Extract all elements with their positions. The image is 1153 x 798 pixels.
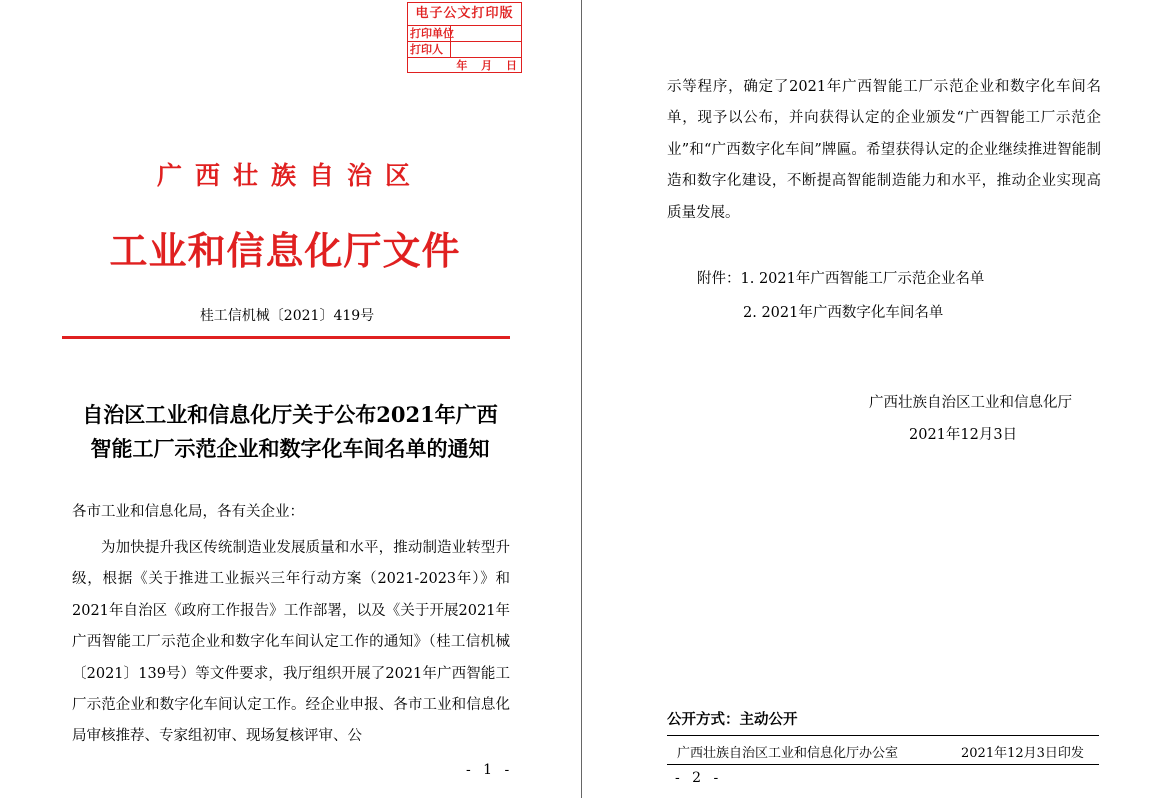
attachments bbox=[697, 262, 984, 330]
stamp-print-unit bbox=[408, 26, 521, 42]
issuer-document-header: 工业和信息化厅文件 bbox=[109, 228, 461, 273]
page-number-2: - 2 - bbox=[675, 770, 723, 786]
page-number-1: - 1 - bbox=[466, 762, 514, 778]
attachment-item-2: 2. 2021年广西数字化车间名单 bbox=[743, 305, 944, 321]
footer-rule-bottom bbox=[667, 764, 1099, 765]
page-divider bbox=[581, 0, 582, 798]
stamp-title: 电子公文打印版 bbox=[408, 3, 521, 26]
document-title bbox=[40, 398, 540, 466]
document-number: 桂工信机械〔2021〕419号 bbox=[199, 308, 375, 324]
stamp-print-person bbox=[408, 42, 521, 58]
signature-date: 2021年12月3日 bbox=[909, 427, 1018, 443]
salutation: 各市工业和信息化局，各有关企业： bbox=[72, 504, 304, 520]
stamp-unit-label: 打印单位 bbox=[410, 27, 454, 40]
attachments-label: 附件： bbox=[697, 271, 741, 287]
title-line-2: 智能工厂示范企业和数字化车间名单的通知 bbox=[90, 436, 490, 461]
issuing-office: 广西壮族自治区工业和信息化厅办公室 bbox=[677, 746, 899, 761]
footer-rule-top bbox=[667, 735, 1099, 736]
body-paragraph-part1: 为加快提升我区传统制造业发展质量和水平，推动制造业转型升级，根据《关于推进工业振兴三年行动方案（2021-2023年）》和2021年自治区《政府工作报告》工作部署，以及《关于开展2021年广西智能工厂示范企业和数字化车间认定工作的通知》（桂工信机械〔2021〕139号）等文件要求，我厅组织开展了2021年广西智能工厂示范企业和数字化车间认定工作。经企业申报、各市工业和信息化局审核推荐、专家组初审、现场复核评审、公 bbox=[72, 540, 510, 745]
issuer-region: 广西壮族自治区 bbox=[156, 161, 423, 190]
print-stamp bbox=[407, 2, 522, 73]
stamp-person-label: 打印人 bbox=[410, 43, 443, 56]
attachment-item-1: 1. 2021年广西智能工厂示范企业名单 bbox=[740, 271, 985, 287]
stamp-date: 年 月 日 bbox=[456, 59, 517, 72]
page-2 bbox=[585, 0, 1153, 798]
body-paragraph-part2: 示等程序，确定了2021年广西智能工厂示范企业和数字化车间名单，现予以公布，并向获得认定的企业颁发“广西智能工厂示范企业”和“广西数字化车间”牌匾。希望获得认定的企业继续推进智能制造和数字化建设，不断提高智能制造能力和水平，推动企业实现高质量发展。 bbox=[667, 79, 1101, 221]
print-issue-date: 2021年12月3日印发 bbox=[961, 746, 1084, 761]
signature-organization: 广西壮族自治区工业和信息化厅 bbox=[869, 395, 1072, 411]
disclosure-method: 公开方式：主动公开 bbox=[667, 712, 798, 728]
red-separator-line bbox=[62, 336, 510, 339]
title-line-1: 自治区工业和信息化厅关于公布2021年广西 bbox=[82, 402, 498, 427]
